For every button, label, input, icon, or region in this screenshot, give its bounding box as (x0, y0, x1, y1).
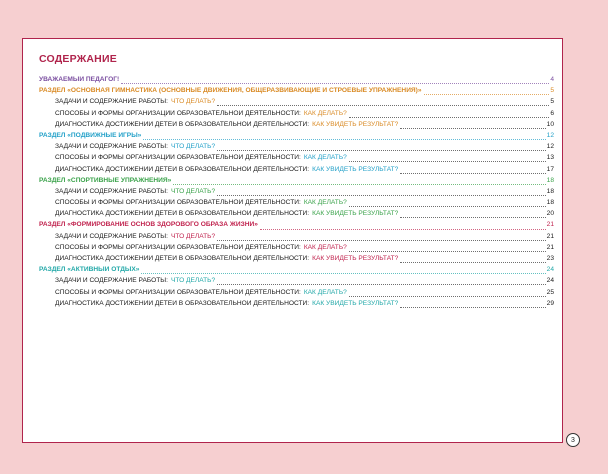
toc-entry-label: ЗАДАЧИ И СОДЕРЖАНИЕ РАБОТЫ: (55, 232, 168, 240)
toc-entry-label: ЗАДАЧИ И СОДЕРЖАНИЕ РАБОТЫ: (55, 277, 168, 285)
dot-leader (349, 117, 550, 118)
page-title: СОДЕРЖАНИЕ (39, 53, 117, 65)
toc-page-number: 12 (546, 131, 554, 139)
toc-page-number: 21 (546, 243, 554, 251)
toc-page-number: 20 (546, 210, 554, 218)
toc-page-number: 4 (550, 76, 554, 83)
toc-subentry[interactable] (39, 166, 554, 177)
toc-page-number: 24 (546, 277, 554, 285)
toc-entry-label: ЗАДАЧИ И СОДЕРЖАНИЕ РАБОТЫ: (55, 187, 168, 195)
toc-entry-question: КАК УВИДЕТЬ РЕЗУЛЬТАТ? (312, 210, 399, 218)
dot-leader (424, 94, 550, 95)
toc-subentry[interactable] (39, 289, 554, 300)
dot-leader (217, 195, 546, 196)
toc-entry-text (55, 210, 398, 217)
toc-entry-question: КАК ДЕЛАТЬ? (303, 243, 347, 251)
toc-entry-text (55, 154, 347, 161)
toc-entry-text (55, 121, 398, 128)
toc-page-number: 18 (546, 187, 554, 195)
dot-leader (217, 240, 546, 241)
toc-entry-text (55, 98, 215, 105)
dot-leader (400, 217, 545, 218)
toc-page-number: 5 (550, 87, 554, 95)
toc-entry-label: РАЗДЕЛ «ПОДВИЖНЫЕ ИГРЫ» (39, 131, 142, 139)
dot-leader (349, 206, 546, 207)
dot-leader (349, 251, 546, 252)
toc-entry-label: УВАЖАЕМЫЙ ПЕДАГОГ! (39, 76, 120, 83)
toc-entry-text (55, 255, 398, 262)
dot-leader (217, 105, 549, 106)
toc-entry-question: КАК УВИДЕТЬ РЕЗУЛЬТАТ? (312, 120, 399, 128)
toc-page-number: 29 (546, 299, 554, 307)
dot-leader (349, 161, 546, 162)
toc-entry-text (55, 277, 215, 284)
toc-page-number: 24 (546, 266, 554, 274)
dot-leader (217, 150, 546, 151)
toc-entry-label: СПОСОБЫ И ФОРМЫ ОРГАНИЗАЦИИ ОБРАЗОВАТЕЛЬНОЙ ДЕЯТЕЛЬНОСТИ: (55, 154, 301, 162)
dot-leader (121, 83, 549, 84)
dot-leader (217, 284, 546, 285)
toc-page-number: 12 (546, 143, 554, 151)
toc-entry-label: ДИАГНОСТИКА ДОСТИЖЕНИЙ ДЕТЕЙ В ОБРАЗОВАТЕЛЬНОЙ ДЕЯТЕЛЬНОСТИ: (55, 120, 310, 128)
toc-entry-label: РАЗДЕЛ «АКТИВНЫЙ ОТДЫХ» (39, 266, 140, 274)
toc-subentry[interactable] (39, 199, 554, 210)
toc-entry-question: ЧТО ДЕЛАТЬ? (170, 143, 216, 151)
toc-entry-question: КАК ДЕЛАТЬ? (303, 199, 347, 207)
dot-leader (349, 296, 546, 297)
toc-entry-text (39, 132, 141, 139)
toc-entry-label: СПОСОБЫ И ФОРМЫ ОРГАНИЗАЦИИ ОБРАЗОВАТЕЛЬНОЙ ДЕЯТЕЛЬНОСТИ: (55, 243, 301, 251)
table-of-contents (39, 76, 554, 311)
dot-leader (400, 307, 545, 308)
toc-subentry[interactable] (39, 110, 554, 121)
toc-entry-text (55, 233, 215, 240)
toc-subentry[interactable] (39, 154, 554, 165)
toc-page-number: 5 (550, 98, 554, 106)
toc-entry-text (39, 87, 422, 94)
toc-entry-question: КАК ДЕЛАТЬ? (303, 288, 347, 296)
toc-entry-label: РАЗДЕЛ «ОСНОВНАЯ ГИМНАСТИКА (ОСНОВНЫЕ ДВИЖЕНИЯ, ОБЩЕРАЗВИВАЮЩИЕ И СТРОЕВЫЕ УПРАЖНЕНИЯ)» (39, 87, 422, 95)
toc-page-number: 13 (546, 154, 554, 162)
toc-entry-question: КАК УВИДЕТЬ РЕЗУЛЬТАТ? (312, 255, 399, 262)
toc-page-number: 25 (546, 288, 554, 296)
toc-entry-label: РАЗДЕЛ «СПОРТИВНЫЕ УПРАЖНЕНИЯ» (39, 176, 172, 184)
toc-subentry[interactable] (39, 121, 554, 132)
toc-entry-text (39, 177, 171, 184)
toc-entry-text (55, 199, 347, 206)
toc-entry-label: ЗАДАЧИ И СОДЕРЖАНИЕ РАБОТЫ: (55, 143, 168, 151)
toc-section-entry[interactable] (39, 177, 554, 188)
toc-subentry[interactable] (39, 210, 554, 221)
toc-entry-question: ЧТО ДЕЛАТЬ? (170, 277, 216, 285)
toc-page-number: 17 (546, 165, 554, 173)
toc-entry-question: ЧТО ДЕЛАТЬ? (170, 187, 216, 195)
toc-section-entry[interactable] (39, 87, 554, 98)
toc-page-number: 18 (546, 199, 554, 207)
dot-leader (143, 139, 545, 140)
toc-entry-text (39, 266, 139, 273)
toc-entry-question: КАК ДЕЛАТЬ? (303, 154, 347, 162)
toc-subentry[interactable] (39, 244, 554, 255)
toc-entry-label: ДИАГНОСТИКА ДОСТИЖЕНИЙ ДЕТЕЙ В ОБРАЗОВАТЕЛЬНОЙ ДЕЯТЕЛЬНОСТИ: (55, 299, 310, 307)
toc-section-entry[interactable] (39, 132, 554, 143)
toc-entry-question: ЧТО ДЕЛАТЬ? (170, 98, 216, 106)
toc-section-entry[interactable] (39, 76, 554, 87)
dot-leader (400, 128, 545, 129)
toc-entry-text (55, 188, 215, 195)
toc-entry-text (55, 143, 215, 150)
toc-subentry[interactable] (39, 98, 554, 109)
toc-entry-text (39, 221, 258, 228)
toc-subentry[interactable] (39, 233, 554, 244)
document-page (22, 38, 563, 443)
toc-entry-label: ДИАГНОСТИКА ДОСТИЖЕНИЙ ДЕТЕЙ В ОБРАЗОВАТЕЛЬНОЙ ДЕЯТЕЛЬНОСТИ: (55, 255, 310, 262)
toc-page-number: 18 (546, 176, 554, 184)
toc-entry-label: РАЗДЕЛ «ФОРМИРОВАНИЕ ОСНОВ ЗДОРОВОГО ОБРАЗА ЖИЗНИ» (39, 221, 258, 229)
dot-leader (173, 184, 545, 185)
toc-entry-question: КАК УВИДЕТЬ РЕЗУЛЬТАТ? (312, 299, 399, 307)
dot-leader (400, 173, 545, 174)
toc-entry-text (55, 289, 347, 296)
toc-entry-label: СПОСОБЫ И ФОРМЫ ОРГАНИЗАЦИИ ОБРАЗОВАТЕЛЬНОЙ ДЕЯТЕЛЬНОСТИ: (55, 109, 301, 117)
toc-page-number: 21 (546, 221, 554, 229)
toc-subentry[interactable] (39, 143, 554, 154)
toc-page-number: 6 (550, 109, 554, 117)
dot-leader (400, 262, 545, 263)
dot-leader (141, 273, 545, 274)
toc-entry-label: СПОСОБЫ И ФОРМЫ ОРГАНИЗАЦИИ ОБРАЗОВАТЕЛЬНОЙ ДЕЯТЕЛЬНОСТИ: (55, 288, 301, 296)
dot-leader (260, 229, 546, 230)
toc-subentry[interactable] (39, 188, 554, 199)
toc-entry-question: КАК ДЕЛАТЬ? (303, 109, 347, 117)
toc-subentry[interactable] (39, 277, 554, 288)
toc-entry-text (55, 244, 347, 251)
toc-entry-question: КАК УВИДЕТЬ РЕЗУЛЬТАТ? (312, 165, 399, 173)
toc-section-entry[interactable] (39, 221, 554, 232)
toc-entry-text (55, 166, 398, 173)
toc-page-number: 10 (546, 120, 554, 128)
toc-entry-label: ДИАГНОСТИКА ДОСТИЖЕНИЙ ДЕТЕЙ В ОБРАЗОВАТЕЛЬНОЙ ДЕЯТЕЛЬНОСТИ: (55, 210, 310, 218)
toc-subentry[interactable] (39, 255, 554, 266)
toc-entry-label: ЗАДАЧИ И СОДЕРЖАНИЕ РАБОТЫ: (55, 98, 168, 106)
page-number: 3 (566, 433, 580, 447)
toc-entry-label: СПОСОБЫ И ФОРМЫ ОРГАНИЗАЦИИ ОБРАЗОВАТЕЛЬНОЙ ДЕЯТЕЛЬНОСТИ: (55, 199, 301, 207)
toc-entry-text (55, 110, 347, 117)
toc-entry-label: ДИАГНОСТИКА ДОСТИЖЕНИЙ ДЕТЕЙ В ОБРАЗОВАТЕЛЬНОЙ ДЕЯТЕЛЬНОСТИ: (55, 165, 310, 173)
toc-page-number: 21 (546, 232, 554, 240)
toc-subentry[interactable] (39, 300, 554, 311)
toc-page-number: 23 (546, 255, 554, 262)
toc-entry-text (55, 300, 398, 307)
toc-entry-question: ЧТО ДЕЛАТЬ? (170, 232, 216, 240)
toc-entry-text (39, 76, 119, 83)
toc-section-entry[interactable] (39, 266, 554, 277)
